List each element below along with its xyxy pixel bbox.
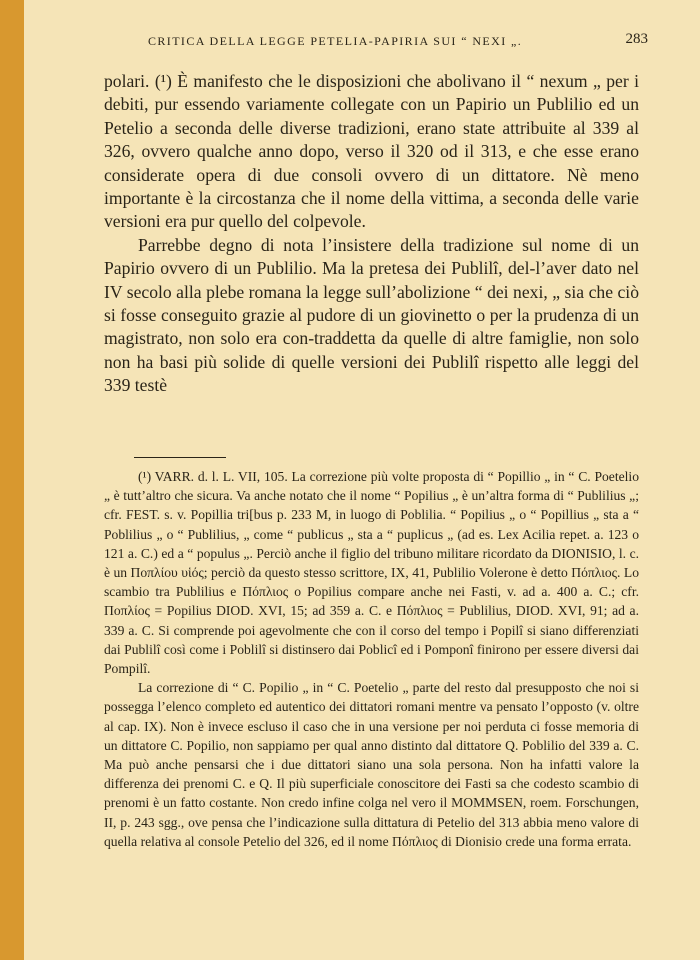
footnotes xyxy=(104,467,639,851)
page-number: 283 xyxy=(625,31,648,47)
footnote-paragraph-1: (¹) VARR. d. l. L. VII, 105. La correzione più volte proposta di “ Popillio „ in “ C. Poetelio „ è tutt’altro che sicura. Va anche notato che il nome “ Popilius „ è un’altra forma di “ Publilius „; cfr. FEST. s. v. Popillia tri[bus p. 233 M, in luogo di Poblilia. “ Popilius „ o “ Popillius „ sta a “ Poblilius „ o “ Publilius, „ come “ publicus „ sta a “ puplicus „ (ad es. Lex Acilia repet. a. 123 o 121 a. C.) ed a “ populus „. Perciò anche il figlio del tribuno militare ricordato da DIONISIO, l. c. è un Ποπλίου υἱός; perciò da questo stesso scrittore, IX, 41, Publilio Volerone è detto Πόπλιος. Lo scambio tra Publilius e Πόπλιος o Popilius compare anche nei Fasti, v. ad a. 400 a. C.; cfr. Ποπλίος = Popilius DIOD. XVI, 15; ad 359 a. C. e Πόπλιος = Publilius, DIOD. XVI, 91; ad a. 339 a. C. Si comprende poi agevolmente che con il corso del tempo i Popilî si siano differenziati dai Publilî così come i Poblilî si distinsero dai Poblicî ed i Pomponî finirono per essere diversi dai Pompilî. xyxy=(104,469,639,677)
footnote-paragraph-2: La correzione di “ C. Popilio „ in “ C. Poetelio „ parte del resto dal presupposto che noi si possegga l’elenco completo ed autentico dei dittatori romani mentre va pensato l’opposto (v. oltre al cap. IX). Non è invece escluso il caso che in una versione per noi perduta ci fosse memoria di un dittatore C. Popilio, non sappiamo per qual anno distinto dal dittatore Q. Poblilio del 339 a. C. Ma può anche pensarsi che i due dittatori siano una sola persona. Non ha infatti valore la differenza dei prenomi C. e Q. Il più superficiale conoscitore dei Fasti sa che codesto scambio di prenomi è un fatto costante. Non credo infine colga nel vero il MOMMSEN, roem. Forschungen, II, p. 243 sgg., ove pensa che l’indicazione sulla dittatura di Petelio del 313 abbia meno valore di quella relativa al console Petelio del 326, ed il nome Πόπλιος di Dionisio crede una forma errata. xyxy=(104,680,639,849)
footnote-divider xyxy=(134,457,226,458)
main-text xyxy=(104,70,639,398)
main-paragraph-2: Parrebbe degno di nota l’insistere della tradizione sul nome di un Papirio ovvero di un Publilio. Ma la pretesa dei Publilî, del-l’aver dato nel IV secolo alla plebe romana la legge sull’abolizione “ dei nexi, „ sia che ciò si fosse conseguito grazie al pudore di un giovinetto o per la prudenza di un magistrato, non solo era con-traddetta da quelle di altre famiglie, non solo non ha basi più solide di quelle versioni dei Publilî rispetto alle leggi del 339 testè xyxy=(104,234,639,396)
book-page xyxy=(24,0,700,960)
main-paragraph-1: polari. (¹) È manifesto che le disposizioni che abolivano il “ nexum „ per i debiti, pur essendo variamente collegate con un Papirio un Publilio ed un Petelio a seconda delle diverse tradizioni, erano state attribuite al 339 al 326, ovvero qualche anno dopo, verso il 320 od il 313, e che esse erano considerate opera di due consoli ovvero di un dittatore. Nè meno importante è la circostanza che il nome della vittima, a seconda delle varie versioni era pur quello del colpevole. xyxy=(104,71,639,232)
running-title: CRITICA DELLA LEGGE PETELIA-PAPIRIA SUI “ NEXI „. xyxy=(148,34,523,48)
page-header xyxy=(148,31,648,49)
